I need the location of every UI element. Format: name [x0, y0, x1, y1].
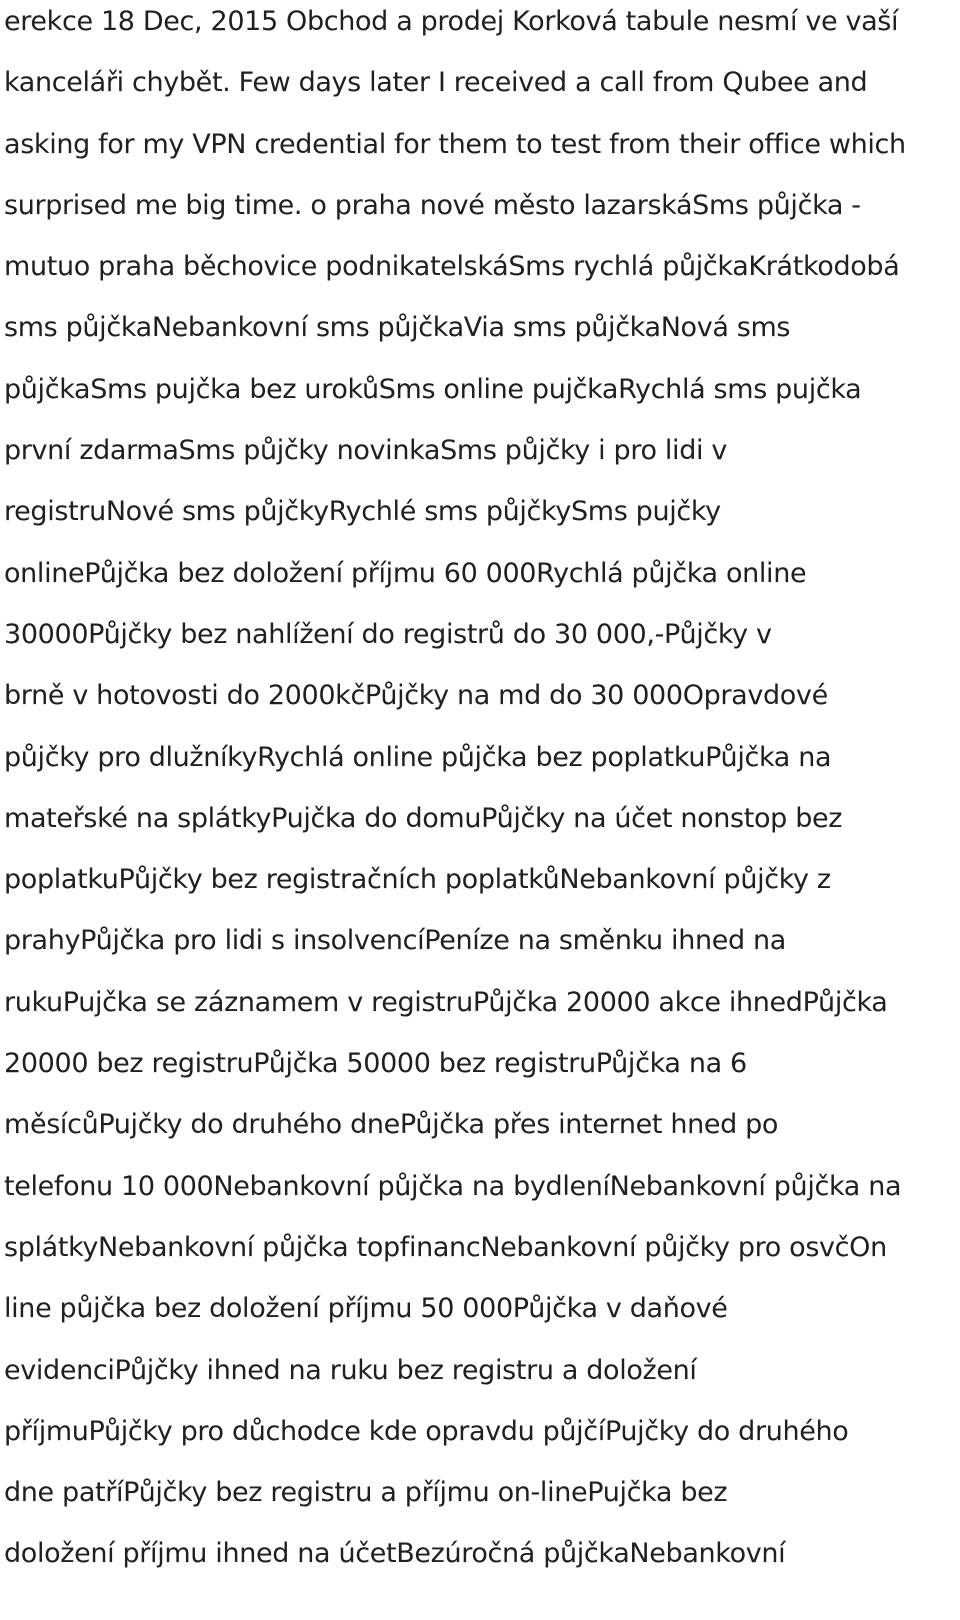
text-line: line půjčka bez doložení příjmu 50 000Půjčka v daňové: [4, 1293, 728, 1325]
text-line: registruNové sms půjčkyRychlé sms půjčkySms pujčky: [4, 496, 721, 528]
text-line: rukuPujčka se záznamem v registruPůjčka 20000 akce ihnedPůjčka: [4, 986, 888, 1018]
text-line: 20000 bez registruPůjčka 50000 bez registruPůjčka na 6: [4, 1048, 747, 1080]
text-line: asking for my VPN credential for them to test from their office which: [4, 128, 906, 160]
text-line: telefonu 10 000Nebankovní půjčka na bydleníNebankovní půjčka na: [4, 1170, 902, 1202]
text-line: doložení příjmu ihned na účetBezúročná půjčkaNebankovní: [4, 1538, 786, 1570]
text-line: brně v hotovosti do 2000kčPůjčky na md do 30 000Opravdové: [4, 680, 828, 712]
text-line: sms půjčkaNebankovní sms půjčkaVia sms půjčkaNová sms: [4, 312, 791, 344]
text-line: dne patříPůjčky bez registru a příjmu on-linePujčka bez: [4, 1477, 728, 1509]
text-line: splátkyNebankovní půjčka topfinancNebankovní půjčky pro osvčOn: [4, 1231, 887, 1263]
text-line: kanceláři chybět. Few days later I received a call from Qubee and: [4, 67, 868, 99]
text-line: erekce 18 Dec, 2015 Obchod a prodej Korková tabule nesmí ve vaší: [4, 6, 899, 37]
text-line: mutuo praha běchovice podnikatelskáSms rychlá půjčkaKrátkodobá: [4, 251, 900, 283]
text-line: příjmuPůjčky pro důchodce kde opravdu půjčíPujčky do druhého: [4, 1415, 849, 1447]
text-line: 30000Půjčky bez nahlížení do registrů do 30 000,-Půjčky v: [4, 618, 772, 650]
text-line: půjčky pro dlužníkyRychlá online půjčka bez poplatkuPůjčka na: [4, 741, 832, 773]
text-line: prahyPůjčka pro lidi s insolvencíPeníze na směnku ihned na: [4, 925, 786, 957]
text-line: onlinePůjčka bez doložení příjmu 60 000Rychlá půjčka online: [4, 557, 807, 589]
text-line: surprised me big time. o praha nové město lazarskáSms půjčka -: [4, 189, 861, 221]
text-line: evidenciPůjčky ihned na ruku bez registru a doložení: [4, 1354, 697, 1386]
text-line: půjčkaSms pujčka bez urokůSms online pujčkaRychlá sms pujčka: [4, 373, 862, 405]
text-line: poplatkuPůjčky bez registračních poplatkůNebankovní půjčky z: [4, 864, 831, 896]
text-line: první zdarmaSms půjčky novinkaSms půjčky i pro lidi v: [4, 435, 728, 467]
text-line: mateřské na splátkyPujčka do domuPůjčky na účet nonstop bez: [4, 802, 843, 834]
text-line: měsícůPujčky do druhého dnePůjčka přes internet hned po: [4, 1109, 779, 1141]
